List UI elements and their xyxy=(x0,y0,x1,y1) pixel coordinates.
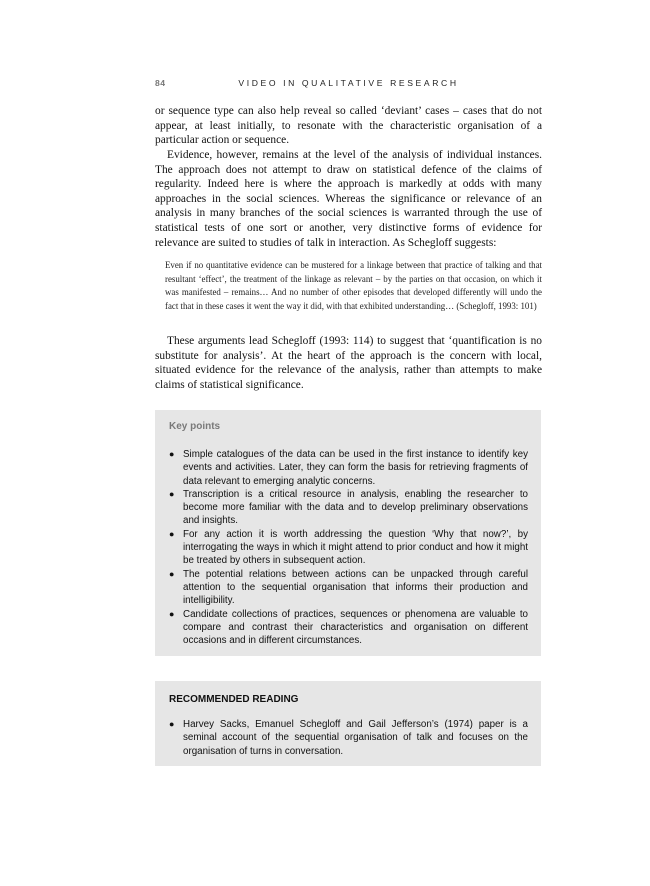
body-paragraph-3 xyxy=(155,334,542,392)
bullet-icon: ● xyxy=(169,449,175,459)
list-item-text: Harvey Sacks, Emanuel Schegloff and Gail Jefferson’s (1974) paper is a seminal account of the sequential organisation of talk and focuses on the organisation of turns in conversation. xyxy=(183,719,528,757)
list-item xyxy=(169,718,528,758)
running-title: VIDEO IN QUALITATIVE RESEARCH xyxy=(238,78,459,88)
page-number: 84 xyxy=(155,78,166,88)
list-item-text: Candidate collections of practices, sequences or phenomena are valuable to compare and contrast their characteristics and organisation on different occasions and in different circumstances. xyxy=(183,608,528,647)
body-paragraph-2 xyxy=(155,148,542,250)
bullet-icon: ● xyxy=(169,528,175,539)
bullet-icon: ● xyxy=(169,719,175,729)
bullet-icon: ● xyxy=(169,568,175,579)
body-paragraph-1 xyxy=(155,104,542,148)
list-item-text: The potential relations between actions can be unpacked through careful attention to the sequential organisation that informs their production and intelligibility. xyxy=(183,568,528,607)
paragraph-text: Evidence, however, remains at the level of the analysis of individual instances. The approach does not attempt to draw on statistical defence of the claims of regularity. Indeed here is where the approach is markedly at odds with many approaches in the social sciences. Whereas the significance or relevance of an analysis in many branches of the social sciences is warranted through the use of statistical tests of one sort or another, very distinctive forms of evidence for relevance are suited to studies of talk in interaction. As Schegloff suggests: xyxy=(155,149,542,249)
key-points-list xyxy=(169,448,528,647)
list-item xyxy=(169,608,528,648)
bullet-icon: ● xyxy=(169,488,175,499)
list-item-text: For any action it is worth addressing the question ‘Why that now?’, by interrogating the ways in which it might attend to prior conduct and how it might be treated by others in subsequent action. xyxy=(183,528,528,567)
list-item-text: Transcription is a critical resource in analysis, enabling the researcher to become more familiar with the data and to develop preliminary observations and insights. xyxy=(183,488,528,527)
list-item xyxy=(169,448,528,488)
running-head xyxy=(155,78,542,92)
key-points-heading: Key points xyxy=(169,421,221,432)
key-points-box xyxy=(155,410,541,656)
paragraph-text: or sequence type can also help reveal so called ‘deviant’ cases – cases that do not appear, at least initially, to resonate with the characteristic organisation of a particular action or sequence. xyxy=(155,105,542,147)
bullet-icon: ● xyxy=(169,608,175,619)
list-item xyxy=(169,528,528,568)
list-item xyxy=(169,568,528,608)
block-quote: Even if no quantitative evidence can be mustered for a linkage between that practice of talking and that resultant ‘effect’, the treatment of the linkage as relevant – by the parties on that occasion, on which it was manifested – remains… And no number of other episodes that developed differently will undo the fact that in these cases it went the way it did, with that exhibited understanding… (Schegloff, 1993: 101) xyxy=(165,260,542,312)
recommended-reading-box xyxy=(155,681,541,766)
recommended-reading-heading: RECOMMENDED READING xyxy=(169,694,299,705)
recommended-reading-list xyxy=(169,718,528,758)
paragraph-text: These arguments lead Schegloff (1993: 114) to suggest that ‘quantification is no substitute for analysis’. At the heart of the approach is the concern with local, situated evidence for the relevance of the analysis, rather than attempts to make claims of statistical significance. xyxy=(155,335,542,391)
list-item-text: Simple catalogues of the data can be used in the first instance to identify key events and activities. Later, they can form the basis for retrieving fragments of data relevant to emerging analytic concerns. xyxy=(183,449,528,487)
list-item xyxy=(169,488,528,528)
